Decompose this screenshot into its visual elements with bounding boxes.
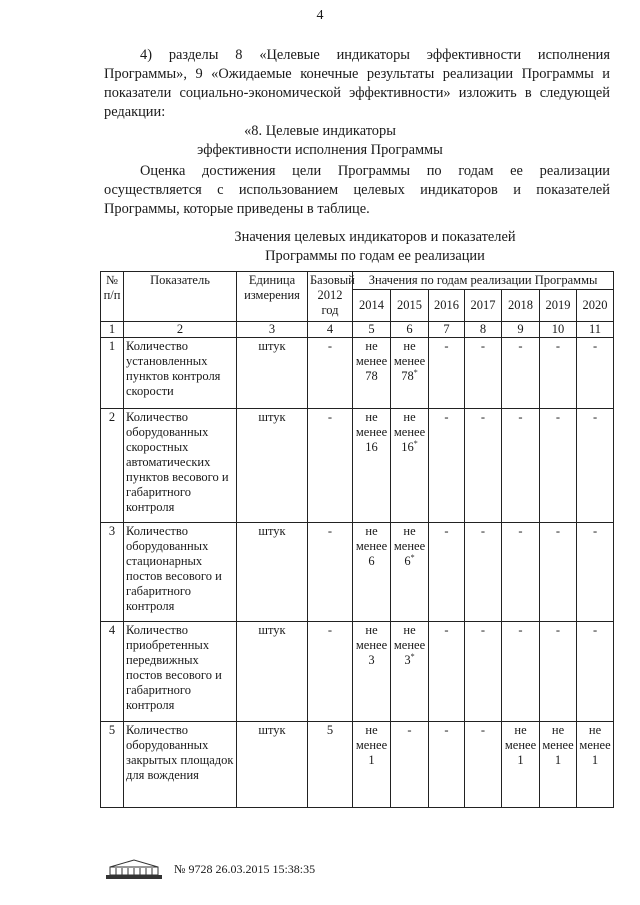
- value-2017: -: [465, 338, 502, 409]
- value-2015-text: не менее 6: [393, 524, 426, 568]
- indicator-name: Количество оборудованных закрытых площадок для вождения: [124, 722, 237, 808]
- indicators-table: [100, 271, 614, 808]
- row-number: 5: [101, 722, 124, 808]
- footnote-mark: *: [413, 438, 418, 448]
- value-2015: [391, 523, 429, 622]
- value-2018: -: [502, 338, 540, 409]
- value-2019: не менее 1: [540, 722, 577, 808]
- indicator-name: Количество установленных пунктов контроля скорости: [124, 338, 237, 409]
- value-2016: -: [429, 523, 465, 622]
- row-number: 1: [101, 338, 124, 409]
- indicator-name: Количество оборудованных скоростных автоматических пунктов весового и габаритного контроля: [124, 409, 237, 523]
- unit-cell: штук: [237, 722, 308, 808]
- row-number: 3: [101, 523, 124, 622]
- header-years-group: Значения по годам реализации Программы: [353, 272, 614, 290]
- header-year: 2019: [540, 290, 577, 322]
- header-base-year: Базовый 2012 год: [308, 272, 353, 322]
- value-2019: -: [540, 409, 577, 523]
- column-number: 10: [540, 322, 577, 338]
- footnote-mark: *: [413, 367, 418, 377]
- value-2015: [391, 622, 429, 722]
- column-number: 2: [124, 322, 237, 338]
- section-title-line-1: «8. Целевые индикаторы: [244, 123, 396, 139]
- indicator-name: Количество приобретенных передвижных постов весового и габаритного контроля: [124, 622, 237, 722]
- table-title-line-1: Значения целевых индикаторов и показателей: [234, 229, 516, 245]
- value-2015-text: -: [407, 723, 412, 737]
- unit-cell: штук: [237, 523, 308, 622]
- value-2014: не менее 6: [353, 523, 391, 622]
- base-value: -: [308, 409, 353, 523]
- value-2018: не менее 1: [502, 722, 540, 808]
- value-2017: -: [465, 622, 502, 722]
- header-num: № п/п: [101, 272, 124, 322]
- value-2015: [391, 338, 429, 409]
- value-2016: -: [429, 409, 465, 523]
- column-number: 7: [429, 322, 465, 338]
- value-2014: не менее 3: [353, 622, 391, 722]
- header-year: 2014: [353, 290, 391, 322]
- value-2016: -: [429, 622, 465, 722]
- body-paragraph: Оценка достижения цели Программы по годам ее реализации осуществляется с использованием целевых индикаторов и показателей Программы, которые приведены в таблице.: [104, 163, 610, 217]
- header-year: 2015: [391, 290, 429, 322]
- value-2018: -: [502, 409, 540, 523]
- value-2019: -: [540, 338, 577, 409]
- unit-cell: штук: [237, 338, 308, 409]
- value-2017: -: [465, 409, 502, 523]
- column-number: 1: [101, 322, 124, 338]
- value-2014: не менее 78: [353, 338, 391, 409]
- value-2014: не менее 1: [353, 722, 391, 808]
- column-numbers-row: [101, 322, 614, 338]
- value-2020: не менее 1: [577, 722, 614, 808]
- value-2019: -: [540, 622, 577, 722]
- column-number: 6: [391, 322, 429, 338]
- building-logo-icon: [104, 857, 164, 881]
- value-2017: -: [465, 523, 502, 622]
- header-year: 2020: [577, 290, 614, 322]
- value-2015-text: не менее 3: [393, 623, 426, 667]
- indicator-name: Количество оборудованных стационарных постов весового и габаритного контроля: [124, 523, 237, 622]
- row-number: 2: [101, 409, 124, 523]
- value-2015-text: не менее 78: [393, 339, 426, 383]
- table-row: [101, 338, 614, 409]
- header-year: 2018: [502, 290, 540, 322]
- table-row: [101, 523, 614, 622]
- document-footer: [104, 857, 315, 881]
- base-value: -: [308, 338, 353, 409]
- value-2014: не менее 16: [353, 409, 391, 523]
- unit-cell: штук: [237, 409, 308, 523]
- section-title-line-2: эффективности исполнения Программы: [197, 142, 443, 158]
- column-number: 4: [308, 322, 353, 338]
- value-2020: -: [577, 622, 614, 722]
- intro-paragraph: 4) разделы 8 «Целевые индикаторы эффективности исполнения Программы», 9 «Ожидаемые конечные результаты реализации Программы и показатели социально-экономической эффективности» изложить в следующей редакции:: [104, 47, 610, 120]
- value-2018: -: [502, 622, 540, 722]
- header-year: 2016: [429, 290, 465, 322]
- value-2020: -: [577, 409, 614, 523]
- value-2020: -: [577, 338, 614, 409]
- value-2016: -: [429, 338, 465, 409]
- column-number: 8: [465, 322, 502, 338]
- value-2018: -: [502, 523, 540, 622]
- table-row: [101, 622, 614, 722]
- header-indicator: Показатель: [124, 272, 237, 322]
- base-value: 5: [308, 722, 353, 808]
- column-number: 11: [577, 322, 614, 338]
- column-number: 3: [237, 322, 308, 338]
- value-2017: -: [465, 722, 502, 808]
- table-row: [101, 409, 614, 523]
- footnote-mark: *: [410, 651, 415, 661]
- table-title-line-2: Программы по годам ее реализации: [265, 248, 485, 264]
- value-2019: -: [540, 523, 577, 622]
- value-2020: -: [577, 523, 614, 622]
- header-unit: Единица измерения: [237, 272, 308, 322]
- page-number: 4: [316, 8, 324, 23]
- registration-stamp: № 9728 26.03.2015 15:38:35: [174, 861, 316, 876]
- value-2015: [391, 409, 429, 523]
- column-number: 9: [502, 322, 540, 338]
- value-2015-text: не менее 16: [393, 410, 426, 454]
- table-row: [101, 722, 614, 808]
- footnote-mark: *: [410, 552, 415, 562]
- value-2016: -: [429, 722, 465, 808]
- header-year: 2017: [465, 290, 502, 322]
- base-value: -: [308, 523, 353, 622]
- value-2015: [391, 722, 429, 808]
- unit-cell: штук: [237, 622, 308, 722]
- base-value: -: [308, 622, 353, 722]
- column-number: 5: [353, 322, 391, 338]
- row-number: 4: [101, 622, 124, 722]
